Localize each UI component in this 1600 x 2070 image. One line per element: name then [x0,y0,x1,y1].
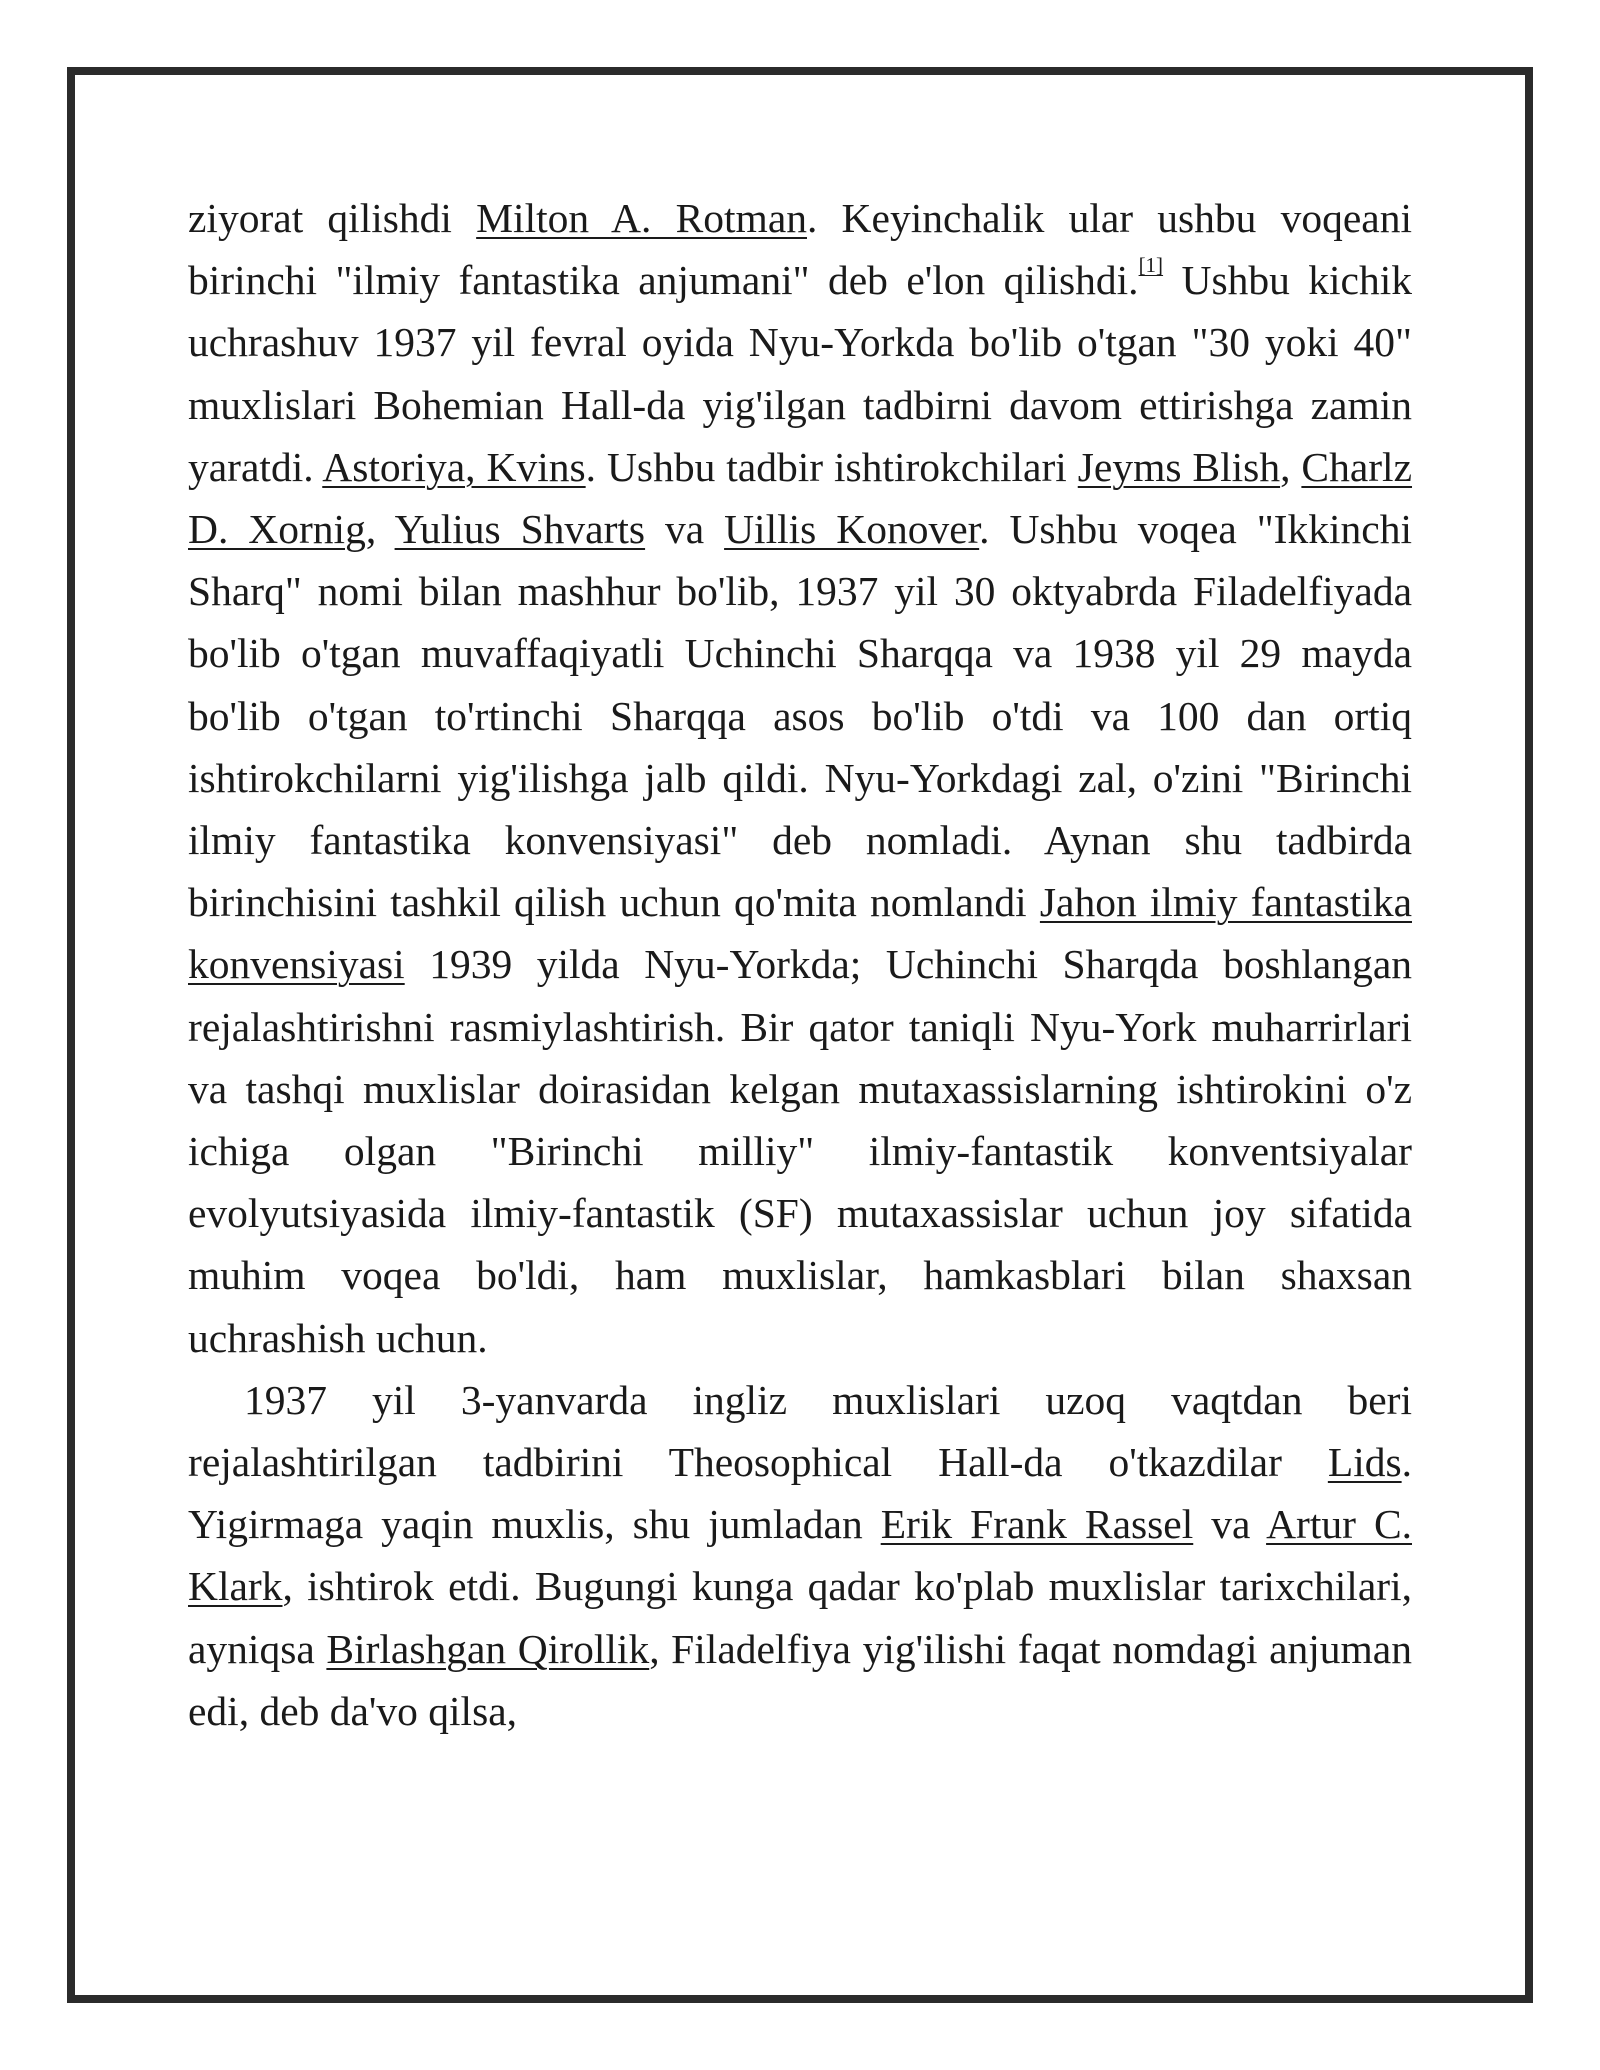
text-run: , Filadelfiya yig'ilishi faqat nomdagi anjuman edi, deb da'vo qilsa, [188,1625,1412,1734]
text-run: , [365,506,395,553]
link-charles-hornig[interactable]: Charlz D. Xornig [188,443,1413,553]
link-julius-schwartz[interactable]: Yulius Shvarts [394,506,646,553]
text-run: va [645,506,725,553]
text-run: . Ushbu tadbir ishtirokchilari [585,443,1078,490]
footnote-ref-1 [1139,253,1164,277]
link-united-kingdom[interactable]: Birlashgan Qirollik [326,1625,650,1672]
document-body [188,187,1412,1742]
text-run: . Keyinchalik ular ushbu voqeani birinchi "ilmiy fantastika anjumani" deb e'lon qilishdi. [188,195,1412,304]
footnote-link-1[interactable]: [1] [1138,253,1164,278]
text-run: , ishtirok etdi. Bugungi kunga qadar ko'plab muxlislar tarixchilari, ayniqsa [188,1563,1412,1672]
link-james-blish[interactable]: Jeyms Blish [1077,443,1281,490]
text-run: , [1280,443,1302,490]
text-run: Ushbu kichik uchrashuv 1937 yil fevral oyida Nyu-Yorkda bo'lib o'tgan "30 yoki 40" muxlislari Bohemian Hall-da yig'ilgan tadbirni davom ettirishga zamin yaratdi. [188,257,1412,490]
link-worldcon[interactable]: Jahon ilmiy fantastika konvensiyasi [188,879,1412,988]
text-run: 1937 yil 3-yanvarda ingliz muxlislari uzoq vaqtdan beri rejalashtirilgan tadbirini Theosophical Hall-da o'tkazdilar [188,1376,1412,1486]
link-willis-conover[interactable]: Uillis Konover [724,506,980,553]
paragraph-2 [188,1369,1412,1742]
text-run: ziyorat qilishdi [188,195,477,241]
link-arthur-c-clarke[interactable]: Artur C. Klark [188,1501,1412,1610]
text-run: . Yigirmaga yaqin muxlis, shu jumladan [188,1439,1412,1548]
link-eric-frank-russell[interactable]: Erik Frank Rassel [880,1501,1194,1548]
text-run: 1939 yilda Nyu-Yorkda; Uchinchi Sharqda boshlangan rejalashtirishni rasmiylashtirish. Bir qator taniqli Nyu-York muharrirlari va tashqi muxlislar doirasidan kelgan mutaxassislarning ishtirokini o'z ichiga olgan "Birinchi milliy" ilmiy-fantastik konventsiyalar evolyutsiyasida ilmiy-fantastik (SF) mutaxassislar uchun joy sifatida muhim voqea bo'ldi, ham muxlislar, hamkasblari bilan shaxsan uchrashish uchun. [188,941,1412,1361]
link-leeds[interactable]: Lids [1327,1439,1402,1486]
text-run: va [1193,1501,1267,1548]
paragraph-1 [188,187,1412,1369]
link-milton-rotman[interactable]: Milton A. Rotman [476,195,807,241]
link-astoria-queens[interactable]: Astoriya, Kvins [322,443,586,490]
text-run: . Ushbu voqea "Ikkinchi Sharq" nomi bilan mashhur bo'lib, 1937 yil 30 oktyabrda Filadelfiyada bo'lib o'tgan muvaffaqiyatli Uchinchi Sharqqa va 1938 yil 29 mayda bo'lib o'tgan to'rtinchi Sharqqa asos bo'lib o'tdi va 100 dan ortiq ishtirokchilarni yig'ilishga jalb qildi. Nyu-Yorkdagi zal, o'zini "Birinchi ilmiy fantastika konvensiyasi" deb nomladi. Aynan shu tadbirda birinchisini tashkil qilish uchun qo'mita nomlandi [188,506,1412,926]
